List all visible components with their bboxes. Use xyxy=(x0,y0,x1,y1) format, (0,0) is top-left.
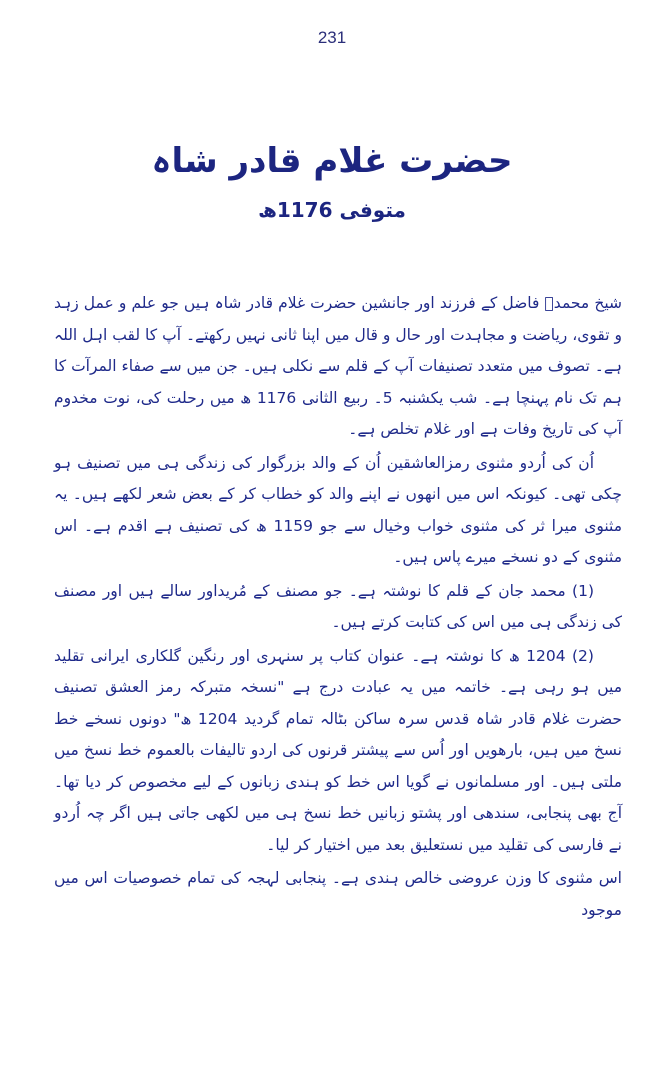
page-subtitle: متوفی 1176ھ xyxy=(258,198,406,222)
paragraph: (1) محمد جان کے قلم کا نوشتہ ہے۔ جو مصنف کے مُریداور سالے ہیں اور مصنف کی زندگی ہی میں اس کی کتابت کرتے ہیں۔ xyxy=(54,581,622,631)
paragraph: (2) 1204 ھ کا نوشتہ ہے۔ عنوان کتاب پر سنہری اور رنگین گلکاری ایرانی تقلید میں ہو رہی ہے۔ خاتمہ میں یہ عبادت درج ہے "نسخہ متبرکہ رمز العشق تصنیف حضرت غلام قادر شاہ قدس سرہ ساکن بٹالہ تمام گردید 1204 ھ" دونوں نسخے خط نسخ میں ہیں، بارھویں اور اُس سے پیشتر قرنوں کی اردو تالیفات بالعموم خط نسخ میں ملتی ہیں۔ اور مسلمانوں نے گویا اس خط کو ہندی زبانوں کے لیے مخصوص کر دیا تھا۔ آج بھی پنجابی، سندھی اور پشتو زبانیں خط نسخ ہی میں لکھی جاتی ہیں اگر چہ اُردو نے فارسی کی تقلید میں نستعلیق بعد میں اختیار کر لیا۔ xyxy=(54,646,622,854)
paragraph: اس مثنوی کا وزن عروضی خالص ہندی ہے۔ پنجابی لہجہ کی تمام خصوصیات اس میں موجود xyxy=(54,869,622,919)
page-title: حضرت غلام قادر شاہ xyxy=(151,141,513,181)
body-text xyxy=(54,288,622,928)
paragraph: اُن کی اُردو مثنوی رمزالعاشقین اُن کے والد بزرگوار کی زندگی ہی میں تصنیف ہو چکی تھی۔ کیونکہ اس میں انھوں نے اپنے والد کو خطاب کر کے بعض شعر لکھے ہیں۔ یہ مثنوی میرا ثر کی مثنوی خواب وخیال سے جو 1159 ھ کی تصنیف ہے اقدم ہے۔ اس مثنوی کے دو نسخے میرے پاس ہیں۔ xyxy=(54,453,622,566)
page-number: 231 xyxy=(317,28,347,47)
paragraph: شیخ محمدؐ فاضل کے فرزند اور جانشین حضرت غلام قادر شاہ ہیں جو علم و عمل زہد و تقوی، ریاضت و مجاہدت اور حال و قال میں اپنا ثانی نہیں رکھتے۔ آپ کا لقب اہل اللہ ہے۔ تصوف میں متعدد تصنیفات آپ کے قلم سے نکلی ہیں۔ جن میں سے صفاء المرآت کا ہم تک نام پہنچا ہے۔ شب یکشنبہ 5۔ ربیع الثانی 1176 ھ میں رحلت کی، نوت مخدوم آپ کی تاریخ وفات ہے اور غلام تخلص ہے۔ xyxy=(54,294,622,438)
